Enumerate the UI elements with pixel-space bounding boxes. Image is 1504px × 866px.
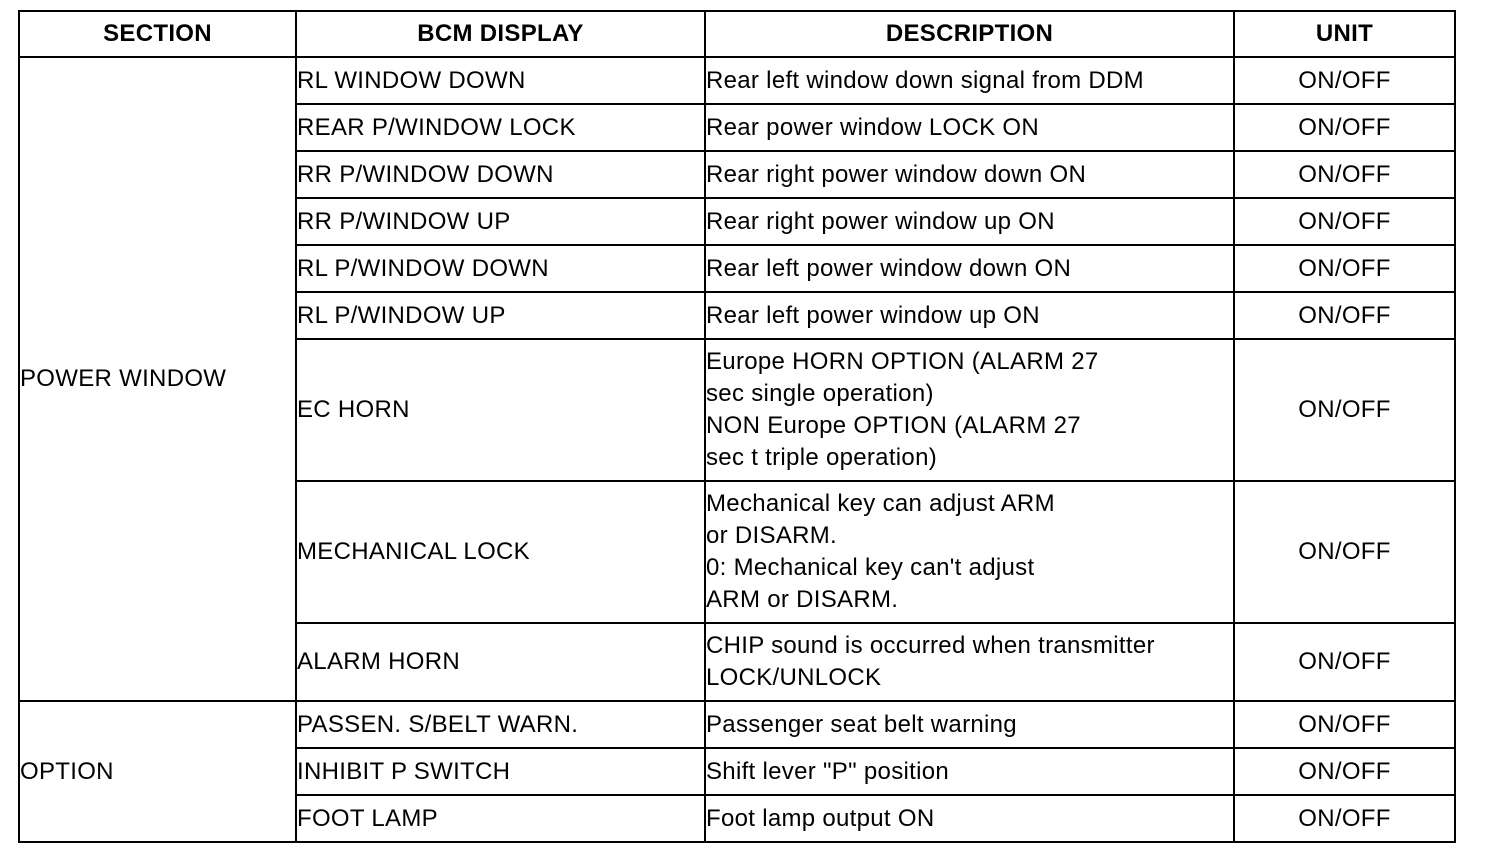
bcm-display-cell: REAR P/WINDOW LOCK [296, 104, 705, 151]
description-line: Mechanical key can adjust ARM [706, 490, 1055, 517]
description-cell [705, 245, 1234, 292]
description-cell [705, 748, 1234, 795]
description-cell [705, 701, 1234, 748]
description-cell [705, 198, 1234, 245]
unit-cell: ON/OFF [1234, 481, 1455, 623]
description-line: LOCK/UNLOCK [706, 664, 882, 691]
description-line: sec t triple operation) [706, 444, 938, 471]
description-cell [705, 795, 1234, 842]
description-line: NON Europe OPTION (ALARM 27 [706, 412, 1081, 439]
description-line: Europe HORN OPTION (ALARM 27 [706, 348, 1099, 375]
unit-cell: ON/OFF [1234, 701, 1455, 748]
unit-cell: ON/OFF [1234, 748, 1455, 795]
header-section: SECTION [19, 11, 296, 57]
unit-cell: ON/OFF [1234, 339, 1455, 481]
bcm-display-cell: RL P/WINDOW UP [296, 292, 705, 339]
bcm-display-cell: RR P/WINDOW DOWN [296, 151, 705, 198]
description-line: Shift lever "P" position [706, 757, 950, 785]
bcm-display-cell: PASSEN. S/BELT WARN. [296, 701, 705, 748]
description-line: ARM or DISARM. [706, 586, 899, 613]
unit-cell: ON/OFF [1234, 151, 1455, 198]
description-cell [705, 104, 1234, 151]
bcm-display-cell: RL P/WINDOW DOWN [296, 245, 705, 292]
description-line: CHIP sound is occurred when transmitter [706, 632, 1155, 659]
unit-cell: ON/OFF [1234, 623, 1455, 701]
description-line: Rear left power window up ON [706, 301, 1040, 329]
description-line: 0: Mechanical key can't adjust [706, 554, 1035, 581]
bcm-display-cell: MECHANICAL LOCK [296, 481, 705, 623]
description-cell [705, 151, 1234, 198]
header-bcm-display: BCM DISPLAY [296, 11, 705, 57]
unit-cell: ON/OFF [1234, 104, 1455, 151]
description-line: Foot lamp output ON [706, 804, 935, 832]
bcm-display-cell: RL WINDOW DOWN [296, 57, 705, 104]
unit-cell: ON/OFF [1234, 198, 1455, 245]
description-cell [705, 292, 1234, 339]
header-unit: UNIT [1234, 11, 1455, 57]
description-line: Rear left power window down ON [706, 254, 1072, 282]
section-cell-option: OPTION [19, 701, 296, 842]
description-cell [705, 623, 1234, 701]
unit-cell: ON/OFF [1234, 245, 1455, 292]
description-line: or DISARM. [706, 522, 838, 549]
bcm-display-cell: ALARM HORN [296, 623, 705, 701]
bcm-display-cell: RR P/WINDOW UP [296, 198, 705, 245]
header-description: DESCRIPTION [705, 11, 1234, 57]
description-cell [705, 339, 1234, 481]
section-cell-power-window: POWER WINDOW [19, 57, 296, 701]
description-line: Rear power window LOCK ON [706, 113, 1039, 141]
table-row [19, 57, 1455, 104]
description-line: Passenger seat belt warning [706, 710, 1017, 738]
bcm-display-cell: EC HORN [296, 339, 705, 481]
description-cell [705, 481, 1234, 623]
description-line: Rear right power window up ON [706, 207, 1055, 235]
bcm-display-table [18, 10, 1456, 843]
description-line: Rear right power window down ON [706, 160, 1087, 188]
unit-cell: ON/OFF [1234, 292, 1455, 339]
description-cell [705, 57, 1234, 104]
unit-cell: ON/OFF [1234, 795, 1455, 842]
unit-cell: ON/OFF [1234, 57, 1455, 104]
bcm-display-cell: FOOT LAMP [296, 795, 705, 842]
description-line: sec single operation) [706, 380, 934, 407]
bcm-display-cell: INHIBIT P SWITCH [296, 748, 705, 795]
table-header-row [19, 11, 1455, 57]
table-row [19, 701, 1455, 748]
description-line: Rear left window down signal from DDM [706, 66, 1144, 94]
